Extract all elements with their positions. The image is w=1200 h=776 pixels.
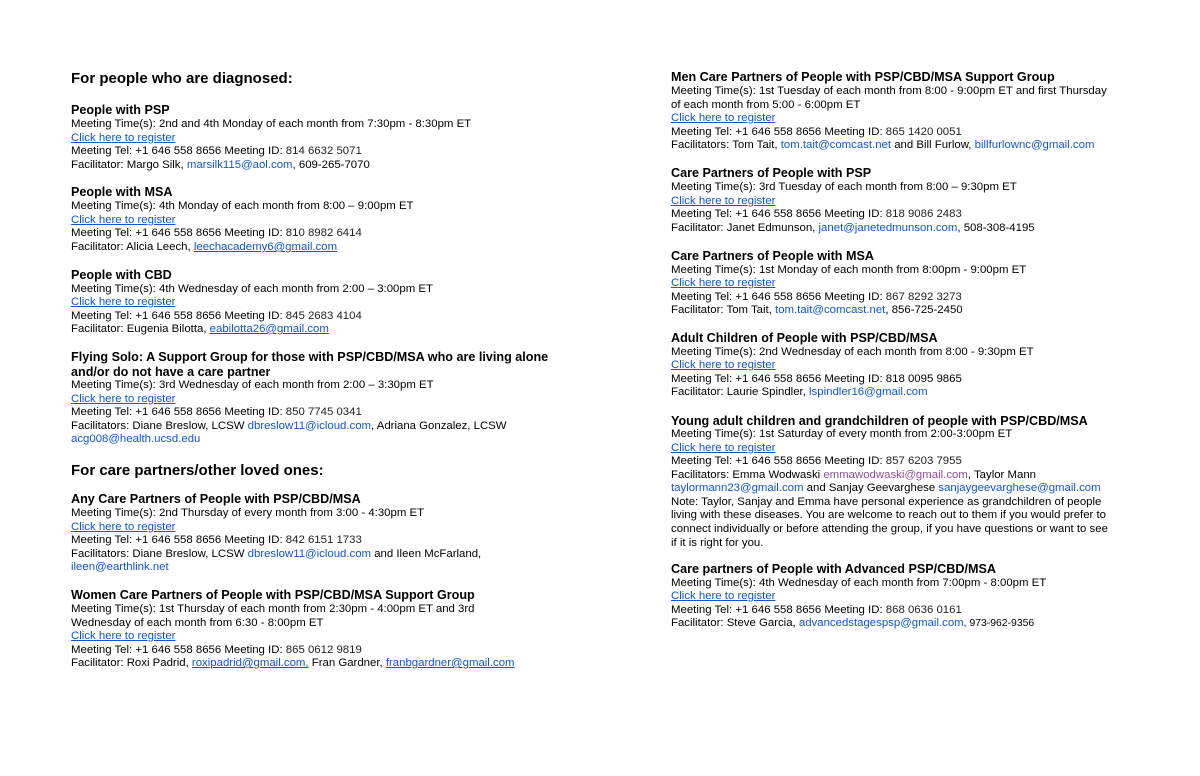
meeting-tel [671, 126, 962, 140]
register-link[interactable]: Click here to register [671, 277, 776, 289]
tel-prefix: Meeting Tel: +1 646 558 8656 Meeting ID: [671, 455, 886, 467]
facilitator [71, 420, 507, 434]
phone-number: , 973-962-9356 [963, 618, 1035, 629]
facilitator-line2 [71, 561, 169, 575]
tel-prefix: Meeting Tel: +1 646 558 8656 Meeting ID: [71, 145, 286, 157]
facilitator [671, 469, 1036, 483]
meeting-id: 814 6632 5071 [285, 145, 362, 157]
meeting-time: Meeting Time(s): 1st Thursday of each month from 2:30pm - 4:00pm ET and 3rd [71, 603, 475, 615]
section-heading-diagnosed: For people who are diagnosed: [71, 70, 293, 87]
meeting-time: Meeting Time(s): 1st Monday of each month from 8:00pm - 9:00pm ET [671, 264, 1027, 276]
note-line: if it is right for you. [671, 537, 764, 549]
register-link[interactable]: Click here to register [71, 296, 176, 308]
register-link[interactable]: Click here to register [71, 214, 176, 226]
register-link[interactable]: Click here to register [71, 132, 176, 144]
facilitator-name: Facilitator: Laurie Spindler, [671, 386, 810, 398]
meeting-time: Meeting Time(s): 2nd Wednesday of each month from 8:00 - 9:30pm ET [671, 346, 1034, 358]
group-title: Care Partners of People with MSA [671, 249, 874, 263]
note-line: living with these diseases. You are welcome to reach out to them if you would prefer to [671, 509, 1106, 521]
facilitator-name-2: , Adriana Gonzalez, LCSW [371, 420, 507, 432]
meeting-id: 818 9086 2483 [885, 208, 962, 220]
facilitator-name: Facilitator: Tom Tait, [671, 304, 776, 316]
facilitator [71, 548, 481, 562]
meeting-id: 868 0636 0161 [885, 604, 962, 616]
group-title: Care partners of People with Advanced PSP/CBD/MSA [671, 562, 996, 576]
register-link[interactable]: Click here to register [71, 521, 176, 533]
facilitator-name: Facilitator: Roxi Padrid, [71, 657, 192, 669]
phone-number: , 609-265-7070 [292, 159, 370, 171]
facilitator-name-2: and Ileen McFarland, [371, 548, 482, 560]
tel-prefix: Meeting Tel: +1 646 558 8656 Meeting ID: [671, 291, 886, 303]
group-title: People with PSP [71, 103, 170, 117]
register-link[interactable]: Click here to register [671, 112, 776, 124]
facilitator-name: Facilitators: Tom Tait, [671, 139, 781, 151]
group-title: Any Care Partners of People with PSP/CBD/MSA [71, 492, 361, 506]
meeting-tel [71, 145, 362, 159]
email-link[interactable]: marsilk115@aol.com [186, 159, 293, 171]
email-link[interactable]: dbreslow11@icloud.com [247, 420, 372, 432]
meeting-tel [671, 455, 962, 469]
meeting-tel [71, 534, 362, 548]
email-link[interactable]: tom.tait@comcast.net [780, 139, 892, 151]
meeting-tel [671, 604, 962, 618]
facilitator-name-3: and Sanjay Geevarghese [803, 482, 939, 494]
email-link[interactable]: tom.tait@comcast.net [775, 304, 886, 316]
meeting-tel [71, 310, 362, 324]
meeting-tel [71, 227, 362, 241]
email-link[interactable]: franbgardner@gmail.com [385, 657, 515, 669]
phone-number: , 508-308-4195 [957, 222, 1035, 234]
section-heading-care-partners: For care partners/other loved ones: [71, 462, 324, 479]
tel-prefix: Meeting Tel: +1 646 558 8656 Meeting ID: [71, 534, 286, 546]
register-link[interactable]: Click here to register [671, 359, 776, 371]
facilitator-name-2: Fran Gardner, [308, 657, 386, 669]
tel-prefix: Meeting Tel: +1 646 558 8656 Meeting ID: [671, 604, 886, 616]
register-link[interactable]: Click here to register [671, 442, 776, 454]
email-link[interactable]: emmawodwaski@gmail.com [823, 469, 968, 481]
meeting-id: 865 1420 0051 [885, 126, 962, 138]
group-title: People with MSA [71, 185, 173, 199]
email-link[interactable]: ileen@earthlink.net [71, 561, 169, 573]
meeting-time-line2: of each month from 5:00 - 6:00pm ET [671, 99, 861, 111]
group-title: Women Care Partners of People with PSP/CBD/MSA Support Group [71, 588, 475, 602]
facilitator-name-2: and Bill Furlow, [891, 139, 975, 151]
facilitator [71, 159, 370, 173]
facilitator-name: Facilitator: Steve Garcia, [671, 617, 799, 629]
facilitator-name: Facilitator: Margo Silk, [71, 159, 187, 171]
meeting-id: 810 8982 6414 [285, 227, 362, 239]
register-link[interactable]: Click here to register [671, 590, 776, 602]
email-link[interactable]: lspindler16@gmail.com [809, 386, 928, 398]
meeting-id: 857 6203 7955 [885, 455, 962, 467]
register-link[interactable]: Click here to register [671, 195, 776, 207]
facilitator-name: Facilitator: Alicia Leech, [71, 241, 194, 253]
meeting-id: 842 6151 1733 [285, 534, 362, 546]
group-title: Adult Children of People with PSP/CBD/MSA [671, 331, 938, 345]
tel-prefix: Meeting Tel: +1 646 558 8656 Meeting ID: [71, 227, 286, 239]
meeting-time: Meeting Time(s): 4th Wednesday of each month from 7:00pm - 8:00pm ET [671, 577, 1047, 589]
tel-prefix: Meeting Tel: +1 646 558 8656 Meeting ID: [71, 310, 286, 322]
facilitator [671, 222, 1035, 236]
meeting-time: Meeting Time(s): 2nd and 4th Monday of each month from 7:30pm - 8:30pm ET [71, 118, 472, 130]
group-title: People with CBD [71, 268, 172, 282]
facilitator [671, 386, 928, 400]
facilitator [671, 139, 1094, 153]
phone-number: , 856-725-2450 [885, 304, 963, 316]
note-line: Note: Taylor, Sanjay and Emma have personal experience as grandchildren of people [671, 496, 1102, 508]
meeting-time: Meeting Time(s): 3rd Tuesday of each month from 8:00 – 9:30pm ET [671, 181, 1017, 193]
facilitator-line2 [671, 482, 1101, 496]
email-link[interactable]: dbreslow11@icloud.com [247, 548, 372, 560]
email-link[interactable]: sanjaygeevarghese@gmail.com [938, 482, 1101, 494]
email-link[interactable]: advancedstagespsp@gmail.com [798, 617, 964, 629]
meeting-time: Meeting Time(s): 4th Monday of each month from 8:00 – 9:00pm ET [71, 200, 414, 212]
email-link[interactable]: leechacademy6@gmail.com [193, 241, 338, 253]
tel-prefix: Meeting Tel: +1 646 558 8656 Meeting ID: [671, 208, 886, 220]
facilitator-name: Facilitator: Janet Edmunson, [671, 222, 819, 234]
meeting-tel [671, 291, 962, 305]
tel-prefix: Meeting Tel: +1 646 558 8656 Meeting ID: [71, 406, 286, 418]
meeting-time-line2: Wednesday of each month from 6:30 - 8:00pm ET [71, 617, 324, 629]
email-link[interactable]: taylormann23@gmail.com [671, 482, 804, 494]
email-link[interactable]: acg008@health.ucsd.edu [71, 433, 201, 445]
meeting-id: 865 0612 9819 [285, 644, 362, 656]
facilitator [671, 304, 963, 318]
register-link[interactable]: Click here to register [71, 630, 176, 642]
meeting-tel [71, 406, 362, 420]
register-link[interactable]: Click here to register [71, 393, 176, 405]
note-line: connect individually or before attending the group, if you have questions or want to see [671, 523, 1108, 535]
meeting-id: 850 7745 0341 [285, 406, 362, 418]
meeting-tel: Meeting Tel: +1 646 558 8656 Meeting ID: 818 0095 9865 [671, 373, 962, 385]
group-title: Flying Solo: A Support Group for those with PSP/CBD/MSA who are living alone [71, 350, 549, 364]
meeting-time: Meeting Time(s): 1st Saturday of every month from 2:00-3:00pm ET [671, 428, 1013, 440]
meeting-id: 845 2683 4104 [285, 310, 362, 322]
facilitator [71, 323, 329, 337]
group-title-line2: and/or do not have a care partner [71, 365, 271, 379]
email-link[interactable]: eabilotta26@gmail.com [209, 323, 329, 335]
facilitator-name: Facilitators: Diane Breslow, LCSW [71, 420, 248, 432]
group-title: Care Partners of People with PSP [671, 166, 872, 180]
facilitator-name-2: , Taylor Mann [967, 469, 1037, 481]
facilitator-name: Facilitator: Eugenia Bilotta, [71, 323, 210, 335]
meeting-tel [71, 644, 362, 658]
meeting-time: Meeting Time(s): 1st Tuesday of each month from 8:00 - 9:00pm ET and first Thursday [671, 85, 1107, 97]
meeting-time: Meeting Time(s): 4th Wednesday of each month from 2:00 – 3:00pm ET [71, 283, 433, 295]
tel-prefix: Meeting Tel: +1 646 558 8656 Meeting ID: [71, 644, 286, 656]
email-link[interactable]: billfurlownc@gmail.com [974, 139, 1095, 151]
facilitator [71, 241, 337, 255]
facilitator [71, 657, 515, 671]
facilitator [671, 617, 1034, 631]
facilitator-line2 [71, 433, 200, 447]
meeting-time: Meeting Time(s): 3rd Wednesday of each month from 2:00 – 3:30pm ET [71, 379, 434, 391]
meeting-time: Meeting Time(s): 2nd Thursday of every month from 3:00 - 4:30pm ET [71, 507, 425, 519]
group-title: Men Care Partners of People with PSP/CBD/MSA Support Group [671, 70, 1055, 84]
tel-prefix: Meeting Tel: +1 646 558 8656 Meeting ID: [671, 126, 886, 138]
facilitator-name: Facilitators: Emma Wodwaski [671, 469, 824, 481]
facilitator-name: Facilitators: Diane Breslow, LCSW [71, 548, 248, 560]
meeting-tel [671, 208, 962, 222]
group-title: Young adult children and grandchildren of people with PSP/CBD/MSA [671, 414, 1088, 428]
email-link[interactable]: roxipadrid@gmail.com, [191, 657, 309, 669]
meeting-id: 867 8292 3273 [885, 291, 962, 303]
email-link[interactable]: janet@janetedmunson.com [818, 222, 958, 234]
